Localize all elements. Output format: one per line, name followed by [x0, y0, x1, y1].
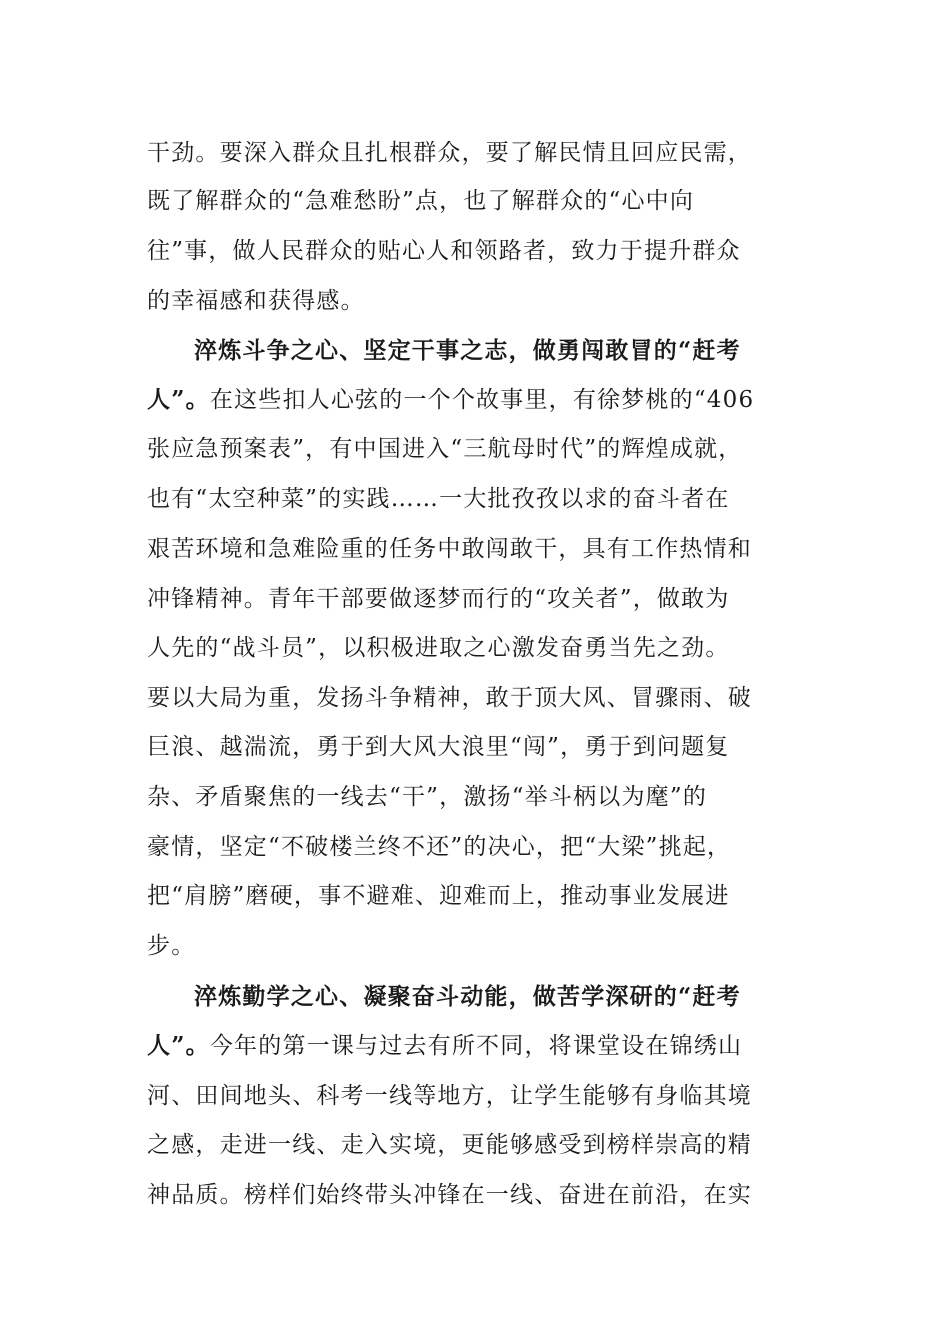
- heading-tail: 人”。: [147, 1032, 210, 1059]
- section-heading-study-continuation: [147, 1031, 742, 1061]
- body-text-line: 河、田间地头、科考一线等地方，让学生能够有身临其境: [147, 1083, 752, 1109]
- body-text-line: 干劲。要深入群众且扎根群众，要了解民情且回应民需，: [147, 140, 752, 166]
- body-text-line: 把“肩膀”磨硬，事不避难、迎难而上，推动事业发展进: [147, 883, 730, 909]
- body-text-line: 杂、矛盾聚焦的一线去“干”，激扬“举斗柄以为麾”的: [147, 784, 708, 810]
- body-text-line: 也有“太空种菜”的实践……一大批孜孜以求的奋斗者在: [147, 486, 730, 512]
- section-heading-struggle-continuation: [147, 385, 754, 415]
- section-heading-study: 淬炼勤学之心、凝聚奋斗动能，做苦学深研的“赶考: [194, 983, 741, 1010]
- body-text-span: 在这些扣人心弦的一个个故事里，有徐梦桃的“406: [209, 387, 755, 413]
- body-text-line: 神品质。榜样们始终带头冲锋在一线、奋进在前沿，在实: [147, 1182, 752, 1208]
- body-text-line: 步。: [147, 933, 196, 959]
- body-text-line: 张应急预案表”，有中国进入“三航母时代”的辉煌成就，: [147, 436, 743, 462]
- heading-tail: 人”。: [147, 386, 210, 413]
- body-text-span: 今年的第一课与过去有所不同，将课堂设在锦绣山: [209, 1033, 743, 1059]
- body-text-line: 要以大局为重，发扬斗争精神，敢于顶大风、冒骤雨、破: [147, 685, 752, 711]
- body-text-line: 的幸福感和获得感。: [147, 288, 365, 314]
- body-text-line: 巨浪、越湍流，勇于到大风大浪里“闯”，勇于到问题复: [147, 734, 730, 760]
- body-text-line: 人先的“战斗员”，以积极进取之心激发奋勇当先之劲。: [147, 635, 730, 661]
- body-text-line: 既了解群众的“急难愁盼”点，也了解群众的“心中向: [147, 188, 695, 214]
- body-text-line: 往”事，做人民群众的贴心人和领路者，致力于提升群众: [147, 238, 741, 264]
- body-text-line: 艰苦环境和急难险重的任务中敢闯敢干，具有工作热情和: [147, 536, 752, 562]
- body-text-line: 之感，走进一线、走入实境，更能够感受到榜样崇高的精: [147, 1132, 752, 1158]
- section-heading-struggle: 淬炼斗争之心、坚定干事之志，做勇闯敢冒的“赶考: [194, 337, 741, 364]
- body-text-line: 豪情，坚定“不破楼兰终不还”的决心，把“大梁”挑起，: [147, 834, 732, 860]
- body-text-line: 冲锋精神。青年干部要做逐梦而行的“攻关者”，做敢为: [147, 586, 730, 612]
